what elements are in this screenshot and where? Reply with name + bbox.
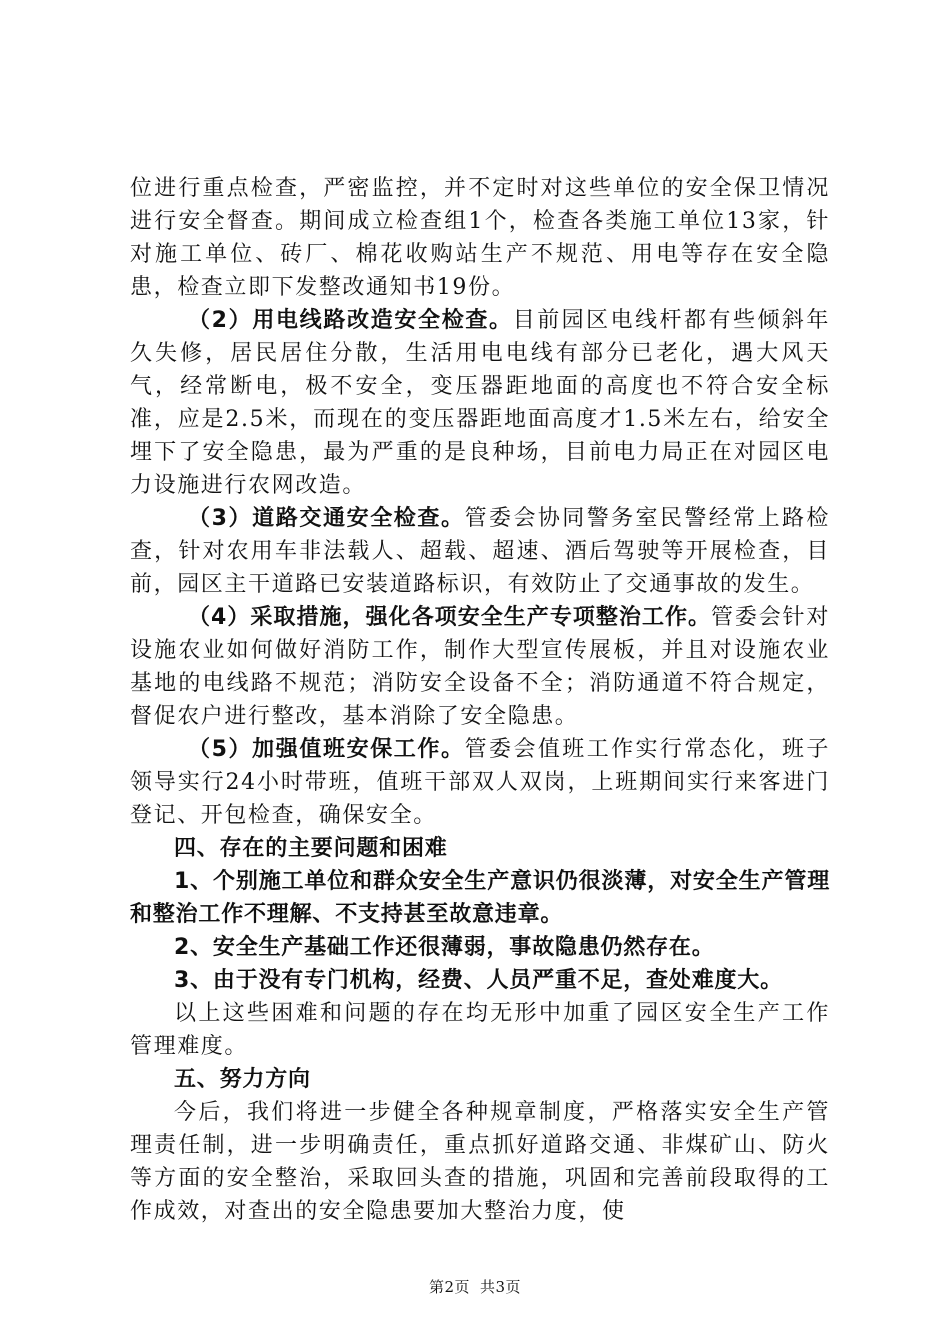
paragraph-road-traffic-check — [130, 502, 830, 601]
paragraph-lead: （2）用电线路改造安全检查。 — [188, 308, 513, 333]
paragraph-text: 目前园区电线杆都有些倾斜年久失修，居民居住分散，生活用电电线有部分已老化，遇大风天气，经常断电，极不安全，变压器距地面的高度也不符合安全标准，应是2.5米，而现在的变压器距地面高度才1.5米左右，给安全埋下了安全隐患，最为严重的是良种场，目前电力局正在对园区电力设施进行农网改造。 — [130, 308, 830, 498]
section-heading-direction: 五、努力方向 — [174, 1067, 311, 1092]
paragraph-duty-security — [130, 733, 830, 832]
paragraph-future-direction: 今后，我们将进一步健全各种规章制度，严格落实安全生产管理责任制，进一步明确责任，重点抓好道路交通、非煤矿山、防火等方面的安全整治，采取回头查的措施，巩固和完善前段取得的工作成效，对查出的安全隐患要加大整治力度，使 — [130, 1100, 830, 1224]
paragraph-lead: （5）加强值班安保工作。 — [188, 737, 465, 762]
problem-item-3: 3、由于没有专门机构，经费、人员严重不足，查处难度大。 — [174, 968, 783, 993]
section-heading-problems: 四、存在的主要问题和困难 — [174, 836, 448, 861]
document-body — [130, 172, 830, 1228]
problems-summary: 以上这些困难和问题的存在均无形中加重了园区安全生产工作管理难度。 — [130, 1001, 830, 1059]
paragraph-special-rectification — [130, 601, 830, 733]
paragraph-text: 管委会针对设施农业如何做好消防工作，制作大型宣传展板，并且对设施农业基地的电线路不规范；消防安全设备不全；消防通道不符合规定，督促农户进行整改，基本消除了安全隐患。 — [130, 605, 830, 729]
paragraph-text: 管委会值班工作实行常态化，班子领导实行24小时带班，值班干部双人双岗，上班期间实行来客进门登记、开包检查，确保安全。 — [130, 737, 830, 828]
problem-item-2: 2、安全生产基础工作还很薄弱，事故隐患仍然存在。 — [174, 935, 715, 960]
paragraph-text: 位进行重点检查，严密监控，并不定时对这些单位的安全保卫情况进行安全督查。期间成立检查组1个，检查各类施工单位13家，针对施工单位、砖厂、棉花收购站生产不规范、用电等存在安全隐患，检查立即下发整改通知书19份。 — [130, 176, 830, 300]
page-footer — [0, 1276, 950, 1297]
problem-item-1: 1、个别施工单位和群众安全生产意识仍很淡薄，对安全生产管理和整治工作不理解、不支持甚至故意违章。 — [130, 869, 830, 927]
paragraph-inspection-continued — [130, 172, 830, 304]
page-total: 共3页 — [480, 1278, 522, 1296]
paragraph-power-line-check — [130, 304, 830, 502]
paragraph-lead: （3）道路交通安全检查。 — [188, 506, 465, 531]
paragraph-lead: （4）采取措施，强化各项安全生产专项整治工作。 — [188, 605, 712, 630]
paragraph-text: 管委会协同警务室民警经常上路检查，针对农用车非法载人、超载、超速、酒后驾驶等开展检查，目前，园区主干道路已安装道路标识，有效防止了交通事故的发生。 — [130, 506, 830, 597]
page-number: 第2页 — [428, 1278, 470, 1296]
